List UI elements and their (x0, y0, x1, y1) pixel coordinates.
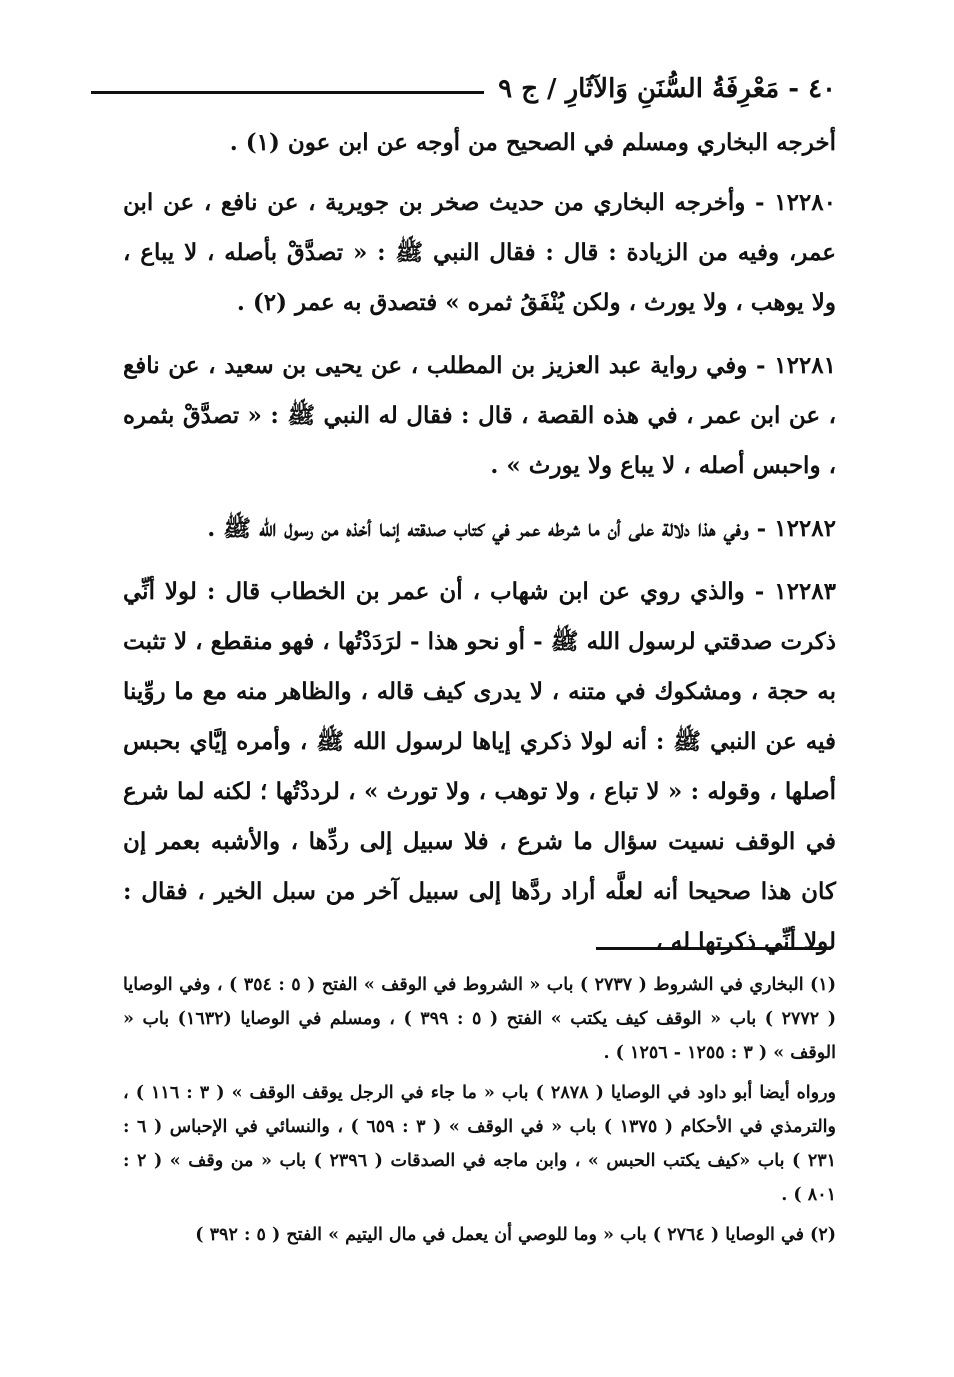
paragraph: أخرجه البخاري ومسلم في الصحيح من أوجه عن ابن عون (١) . (229, 129, 836, 156)
header-rule (91, 91, 484, 94)
footnote: (٢) في الوصايا ( ٢٧٦٤ ) باب « وما للوصي أن يعمل في مال اليتيم » الفتح ( ٥ : ٣٩٢ ) (195, 1225, 836, 1245)
paragraph: ١٢٢٨٠ - وأخرجه البخاري من حديث صخر بن جويرية ، عن نافع ، عن ابن عمر، وفيه من الزيادة : قال : فقال النبي ﷺ : « تصدَّقْ بأصله ، لا يباع ، ولا يوهب ، ولا يورث ، ولكن يُنْفَقُ ثمره » فتصدق به عمر (٢) . (123, 189, 836, 316)
main-text (123, 118, 836, 980)
running-title: ٤٠ - مَعْرِفَةُ السُّنَنِ وَالآثَارِ / ج ٩ (498, 74, 836, 104)
paragraph: ١٢٢٨٢ - وفي هذا دلالة على أن ما شرطه عمر في كتاب صدقته إنما أخذه من رسول الله ﷺ . (207, 515, 836, 542)
footnote: (١) البخاري في الشروط ( ٢٧٣٧ ) باب « الشروط في الوقف » الفتح ( ٥ : ٣٥٤ ) ، وفي الوصايا ( ٢٧٧٢ ) باب « الوقف كيف يكتب » الفتح ( ٥ : ٣٩٩ ) ، ومسلم في الوصايا (١٦٣٢) باب « الوقف » ( ٣ : ١٢٥٥ - ١٢٥٦ ) . (123, 975, 836, 1063)
footnotes (123, 968, 836, 1258)
page-header (91, 66, 836, 112)
paragraph: ١٢٢٨٣ - والذي روي عن ابن شهاب ، أن عمر بن الخطاب قال : لولا أنِّي ذكرت صدقتي لرسول الله ﷺ - أو نحو هذا - لرَدَدْتُها ، فهو منقطع ، لا تثبت به حجة ، ومشكوك في متنه ، لا يدرى كيف قاله ، والظاهر منه مع ما روِّينا فيه عن النبي ﷺ : أنه لولا ذكري إياها لرسول الله ﷺ ، وأمره إيَّاي بحبس أصلها ، وقوله : « لا تباع ، ولا توهب ، ولا تورث » ، لرددْتُها ؛ لكنه لما شرع في الوقف نسيت سؤال ما شرع ، فلا سبيل إلى ردِّها ، والأشبه بعمر إن كان هذا صحيحا أنه لعلَّه أراد ردَّها إلى سبيل آخر من سبل الخير ، فقال : لولا أنِّي ذكرتها له ، (123, 578, 837, 955)
footnote: ورواه أيضا أبو داود في الوصايا ( ٢٨٧٨ ) باب « ما جاء في الرجل يوقف الوقف » ( ٣ : ١١٦ ) ، والترمذي في الأحكام ( ١٣٧٥ ) باب « في الوقف » ( ٣ : ٦٥٩ ) ، والنسائي في الإحباس ( ٦ : ٢٣١ ) باب «كيف يكتب الحبس » ، وابن ماجه في الصدقات ( ٢٣٩٦ ) باب « من وقف » ( ٢ : ٨٠١ ) . (123, 1083, 837, 1205)
paragraph: ١٢٢٨١ - وفي رواية عبد العزيز بن المطلب ، عن يحيى بن سعيد ، عن نافع ، عن ابن عمر ، في هذه القصة ، قال : فقال له النبي ﷺ : « تصدَّقْ بثمره ، واحبس أصله ، لا يباع ولا يورث » . (123, 352, 836, 479)
footnote-separator (596, 947, 831, 950)
